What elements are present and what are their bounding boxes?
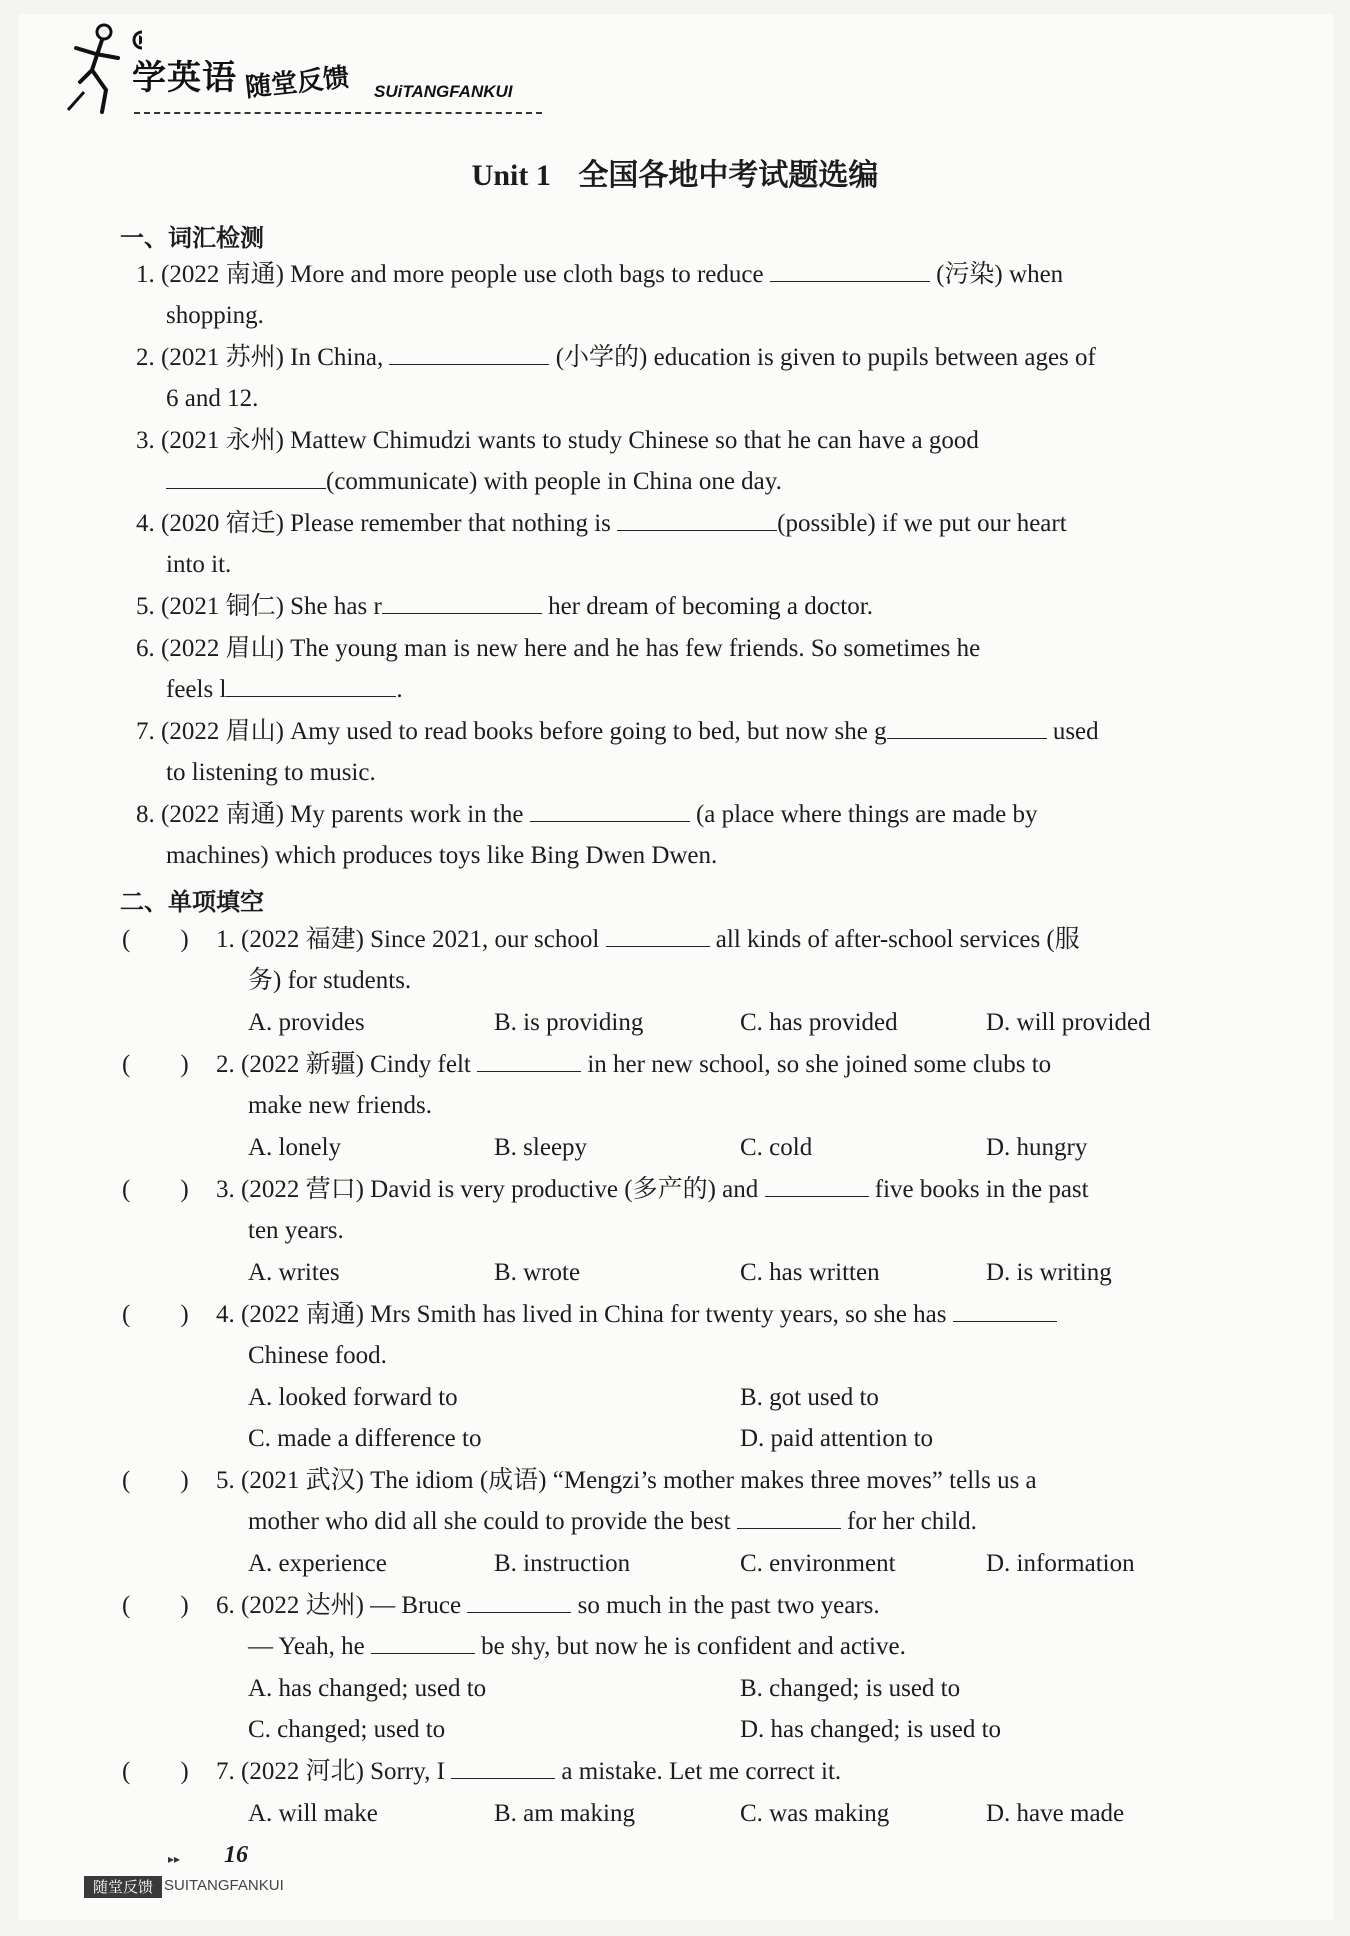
page-title <box>0 150 1350 194</box>
mc-q2-line2: make new friends. <box>248 1092 432 1119</box>
mc-q1-line1: 1. (2022 福建) Since 2021, our school all kinds of after-school services (服 <box>216 926 1080 953</box>
mc-q1-option-b[interactable]: B. is providing <box>494 1009 644 1036</box>
vocab-q2-line2: 6 and 12. <box>166 385 259 412</box>
answer-blank[interactable] <box>887 716 1047 739</box>
mc-q3-line2: ten years. <box>248 1217 344 1244</box>
mc-q6-option-b[interactable]: B. changed; is used to <box>740 1675 961 1702</box>
mc-q4-option-c[interactable]: C. made a difference to <box>248 1425 482 1452</box>
mc-q4-line2: Chinese food. <box>248 1342 387 1369</box>
unit-name: 全国各地中考试题选编 <box>578 158 879 193</box>
answer-blank[interactable] <box>451 1756 555 1779</box>
mc-q4-option-a[interactable]: A. looked forward to <box>248 1384 458 1411</box>
runner-icon <box>62 20 142 120</box>
vocab-q7-line2: to listening to music. <box>166 759 376 786</box>
mc-q5-option-b[interactable]: B. instruction <box>494 1550 631 1577</box>
mc-q6-option-a[interactable]: A. has changed; used to <box>248 1675 487 1702</box>
answer-blank[interactable] <box>382 591 542 614</box>
header-divider <box>134 112 542 114</box>
mc-q3-option-c[interactable]: C. has written <box>740 1259 880 1286</box>
answer-blank[interactable] <box>371 1631 475 1654</box>
mc-q1-option-a[interactable]: A. provides <box>248 1009 365 1036</box>
vocab-q8-line1: 8. (2022 南通) My parents work in the (a place where things are made by <box>136 801 1038 828</box>
vocab-q7-line1: 7. (2022 眉山) Amy used to read books before going to bed, but now she g used <box>136 718 1099 745</box>
mc-q1-line2: 务) for students. <box>248 967 412 994</box>
mc-q2-option-d[interactable]: D. hungry <box>986 1134 1088 1161</box>
answer-blank[interactable] <box>389 342 549 365</box>
mc-q5-option-a[interactable]: A. experience <box>248 1550 387 1577</box>
footer-label-en: SUITANGFANKUI <box>164 1877 284 1894</box>
mc-q6-line1: 6. (2022 达州) — Bruce so much in the past two years. <box>216 1592 880 1619</box>
footer-label-cn: 随堂反馈 <box>84 1876 162 1898</box>
mc-q2-option-a[interactable]: A. lonely <box>248 1134 342 1161</box>
page-number: 16 <box>224 1842 248 1868</box>
answer-bracket[interactable]: ( ) <box>122 1301 189 1328</box>
mc-q4-line1: 4. (2022 南通) Mrs Smith has lived in China for twenty years, so she has <box>216 1298 1057 1332</box>
vocab-q8-line2: machines) which produces toys like Bing Dwen Dwen. <box>166 842 718 869</box>
vocab-q1-line1: 1. (2022 南通) More and more people use cloth bags to reduce (污染) when <box>136 261 1064 288</box>
section-heading-choice: 二、单项填空 <box>120 888 264 916</box>
answer-blank[interactable] <box>477 1049 581 1072</box>
vocab-q5-line1: 5. (2021 铜仁) She has r her dream of becoming a doctor. <box>136 593 873 620</box>
mc-q5-line2: mother who did all she could to provide the best for her child. <box>248 1508 977 1535</box>
mc-q3-option-b[interactable]: B. wrote <box>494 1259 581 1286</box>
answer-bracket[interactable]: ( ) <box>122 1051 189 1078</box>
mc-q7-option-d[interactable]: D. have made <box>986 1800 1125 1827</box>
vocab-q2-line1: 2. (2021 苏州) In China, (小学的) education is given to pupils between ages of <box>136 344 1096 371</box>
brand-sub: 随堂反馈 <box>243 62 351 104</box>
answer-blank[interactable] <box>530 799 690 822</box>
mc-q6-option-c[interactable]: C. changed; used to <box>248 1716 446 1743</box>
mc-q7-option-c[interactable]: C. was making <box>740 1800 890 1827</box>
mc-q7-option-b[interactable]: B. am making <box>494 1800 635 1827</box>
answer-bracket[interactable]: ( ) <box>122 1467 189 1494</box>
mc-q3-line1: 3. (2022 营口) David is very productive (多产的) and five books in the past <box>216 1176 1089 1203</box>
footer-label <box>84 1876 284 1898</box>
mc-q4-option-b[interactable]: B. got used to <box>740 1384 879 1411</box>
vocab-q4-line2: into it. <box>166 551 232 578</box>
mc-q5-option-d[interactable]: D. information <box>986 1550 1135 1577</box>
answer-bracket[interactable]: ( ) <box>122 1592 189 1619</box>
mc-q2-option-b[interactable]: B. sleepy <box>494 1134 588 1161</box>
mc-q7-option-a[interactable]: A. will make <box>248 1800 378 1827</box>
vocab-q3-line1: 3. (2021 永州) Mattew Chimudzi wants to study Chinese so that he can have a good <box>136 427 979 454</box>
mc-q2-line1: 2. (2022 新疆) Cindy felt in her new school, so she joined some clubs to <box>216 1051 1052 1078</box>
header-logo <box>62 20 542 120</box>
answer-bracket[interactable]: ( ) <box>122 1176 189 1203</box>
footer-arrow-icon: ▸▸ <box>168 1852 181 1866</box>
answer-blank[interactable] <box>166 466 326 489</box>
unit-label: Unit 1 <box>471 159 551 192</box>
section-heading-vocab: 一、词汇检测 <box>120 224 264 252</box>
mc-q6-line2: — Yeah, he be shy, but now he is confident and active. <box>248 1633 906 1660</box>
vocab-q6-line1: 6. (2022 眉山) The young man is new here and he has few friends. So sometimes he <box>136 635 981 662</box>
answer-blank[interactable] <box>737 1506 841 1529</box>
vocab-q3-line2: (communicate) with people in China one day. <box>166 465 782 499</box>
mc-q1-option-d[interactable]: D. will provided <box>986 1009 1151 1036</box>
answer-blank[interactable] <box>617 508 777 531</box>
mc-q3-option-a[interactable]: A. writes <box>248 1259 340 1286</box>
answer-blank[interactable] <box>606 924 710 947</box>
answer-blank[interactable] <box>953 1299 1057 1322</box>
mc-q5-line1: 5. (2021 武汉) The idiom (成语) “Mengzi’s mother makes three moves” tells us a <box>216 1467 1037 1494</box>
answer-blank[interactable] <box>770 259 930 282</box>
vocab-q1-line2: shopping. <box>166 302 264 329</box>
answer-bracket[interactable]: ( ) <box>122 926 189 953</box>
answer-blank[interactable] <box>765 1174 869 1197</box>
mc-q3-option-d[interactable]: D. is writing <box>986 1259 1112 1286</box>
mc-q4-option-d[interactable]: D. paid attention to <box>740 1425 934 1452</box>
mc-q5-option-c[interactable]: C. environment <box>740 1550 896 1577</box>
mc-q7-line1: 7. (2022 河北) Sorry, I a mistake. Let me correct it. <box>216 1758 842 1785</box>
brand-en: SUiTANGFANKUI <box>374 82 513 101</box>
answer-blank[interactable] <box>467 1590 571 1613</box>
answer-bracket[interactable]: ( ) <box>122 1758 189 1785</box>
brand-cn: 学英语 <box>132 58 237 98</box>
vocab-q6-line2: feels l . <box>166 676 403 703</box>
mc-q6-option-d[interactable]: D. has changed; is used to <box>740 1716 1002 1743</box>
mc-q1-option-c[interactable]: C. has provided <box>740 1009 898 1036</box>
answer-blank[interactable] <box>226 674 396 697</box>
mc-q2-option-c[interactable]: C. cold <box>740 1134 813 1161</box>
vocab-q4-line1: 4. (2020 宿迁) Please remember that nothing is (possible) if we put our heart <box>136 510 1067 537</box>
